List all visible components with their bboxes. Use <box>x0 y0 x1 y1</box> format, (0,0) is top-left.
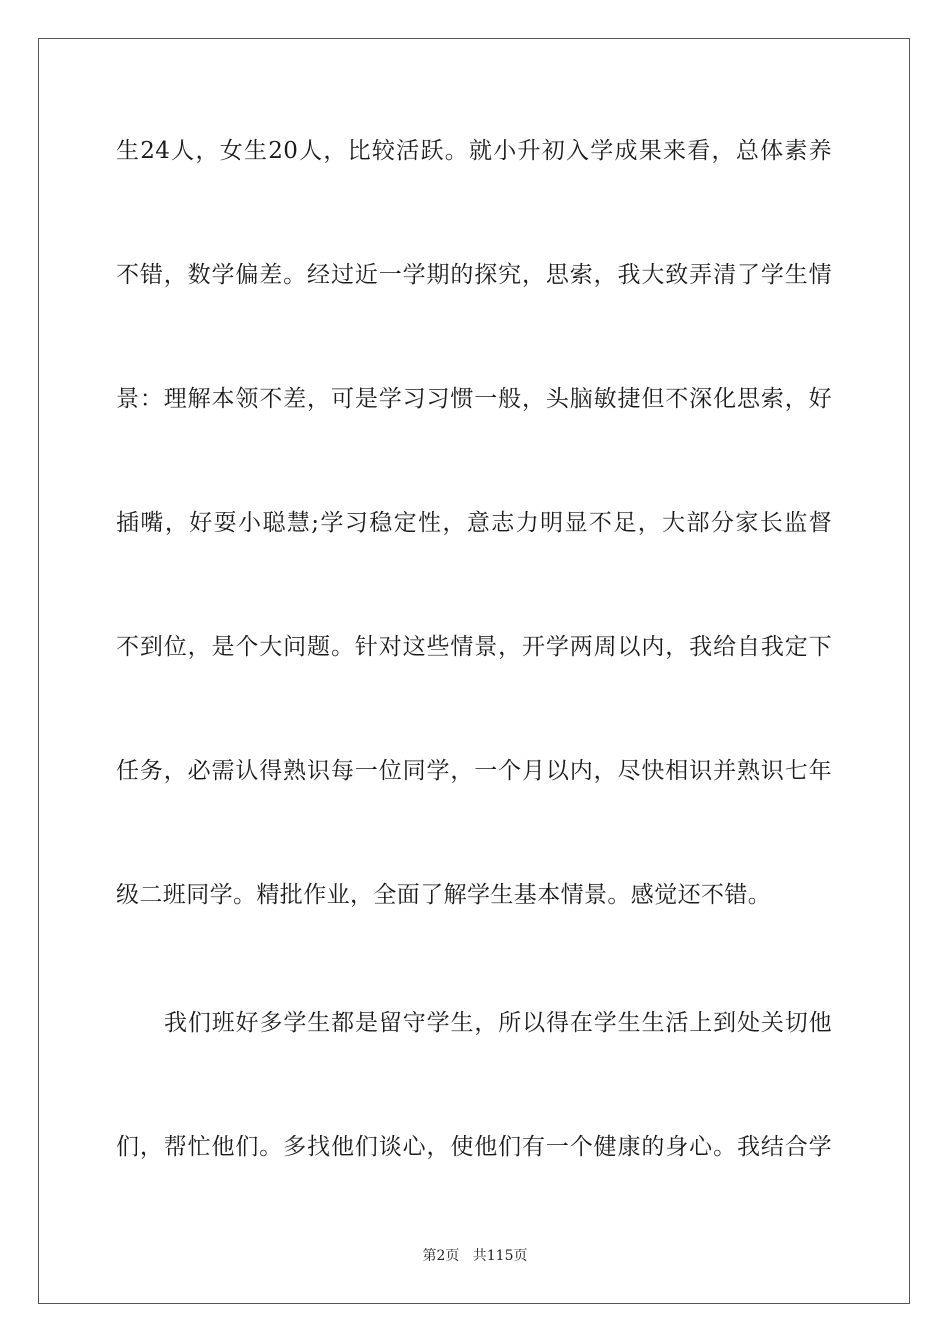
text-line: 级二班同学。精批作业，全面了解学生基本情景。感觉还不错。 <box>116 882 772 908</box>
text-line: 任务，必需认得熟识每一位同学，一个月以内，尽快相识并熟识七年 <box>116 758 832 784</box>
text-line: 插嘴，好耍小聪慧;学习稳定性，意志力明显不足，大部分家长监督 <box>116 510 832 536</box>
text-line: 们，帮忙他们。多找他们谈心，使他们有一个健康的身心。我结合学 <box>116 1134 832 1160</box>
page-number: 第2页 <box>422 1248 460 1264</box>
text-line: 生24人，女生20人，比较活跃。就小升初入学成果来看，总体素养 <box>116 138 832 164</box>
text-line: 我们班好多学生都是留守学生，所以得在学生生活上到处关切他 <box>164 1010 832 1036</box>
text-line: 不到位，是个大问题。针对这些情景，开学两周以内，我给自我定下 <box>116 634 832 660</box>
text-line: 不错，数学偏差。经过近一学期的探究，思索，我大致弄清了学生情 <box>116 262 832 288</box>
page-border <box>38 38 910 1304</box>
page-total: 共115页 <box>472 1248 528 1264</box>
text-line: 景：理解本领不差，可是学习习惯一般，头脑敏捷但不深化思索，好 <box>116 386 832 412</box>
page-footer <box>0 1247 950 1265</box>
